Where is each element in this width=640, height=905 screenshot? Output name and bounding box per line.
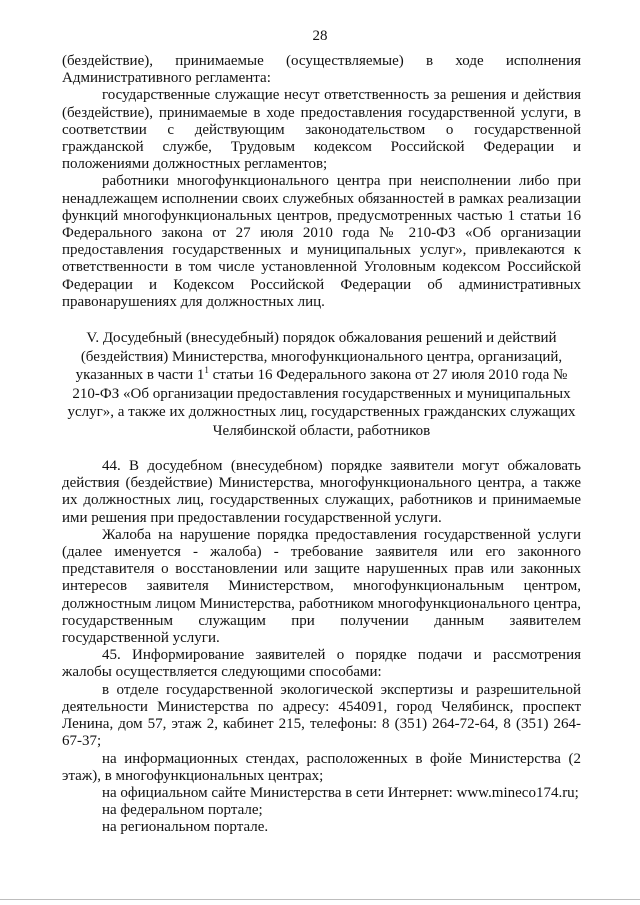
list-item-federal-portal: на федеральном портале; — [102, 802, 263, 819]
section-heading — [62, 329, 581, 440]
section-heading-superscript: 1 — [204, 365, 209, 376]
paragraph-44: 44. В досудебном (внесудебном) порядке заявители могут обжаловать действия (бездействие) Министерства, многофункционального центра, а также их должностных лиц, государственных служащих, работников и принимаемые ими решения при предоставлении государственной услуги. — [62, 458, 581, 526]
paragraph-civil-servants-responsibility: государственные служащие несут ответственность за решения и действия (бездействие), принимаемые в ходе предоставления государственной услуги, в соответствии с действующим законодательством о государственной гражданской службе, Трудовым кодексом Российской Федерации и положениями должностных регламентов; — [62, 87, 581, 173]
list-item-department-address: в отделе государственной экологической экспертизы и разрешительной деятельности Министерства по адресу: 454091, город Челябинск, проспект Ленина, дом 57, этаж 2, кабинет 215, телефоны: 8 (351) 264-72-64, 8 (351) 264-67-37; — [62, 681, 581, 750]
section-heading-part-1: V. Досудебный (внесудебный) порядок обжалования решений и действий (бездействия) Министерства, многофункционального центра, организаций, указанных в части 1 — [75, 330, 563, 384]
list-item-official-website: на официальном сайте Министерства в сети Интернет: www.mineco174.ru; — [102, 784, 579, 801]
paragraph-continuation: (бездействие), принимаемые (осуществляемые) в ходе исполнения Административного регламента: — [62, 53, 581, 87]
page-bottom-edge — [0, 899, 640, 900]
list-item-info-stands: на информационных стендах, расположенных в фойе Министерства (2 этаж), в многофункциональных центрах; — [62, 750, 581, 784]
paragraph-45: 45. Информирование заявителей о порядке подачи и рассмотрения жалобы осуществляется следующими способами: — [62, 647, 581, 681]
section-heading-part-2: статьи 16 Федерального закона от 27 июля 2010 года № 210-ФЗ «Об организации предоставления государственных и муниципальных услуг», а также их должностных лиц, государственных гражданских служащих Челябинской области, работников — [67, 367, 576, 439]
document-body — [62, 53, 581, 837]
page-number: 28 — [312, 28, 328, 44]
paragraph-complaint-definition: Жалоба на нарушение порядка предоставления государственной услуги (далее именуется - жалоба) - требование заявителя или его законного представителя о восстановлении или защите нарушенных прав или законных интересов заявителя Министерством, многофункциональным центром, должностным лицом Министерства, работником многофункционального центра, государственным служащим при получении данным заявителем государственной услуги. — [62, 526, 581, 647]
paragraph-mfc-workers-responsibility: работники многофункционального центра при неисполнении либо при ненадлежащем исполнении своих служебных обязанностей в рамках реализации функций многофункциональных центров, предусмотренных частью 1 статьи 16 Федерального закона от 27 июля 2010 года № 210-ФЗ «Об организации предоставления государственных и муниципальных услуг», привлекаются к ответственности в том числе установленной Уголовным кодексом Российской Федерации и Кодексом Российской Федерации об административных правонарушениях для должностных лиц. — [62, 173, 581, 310]
list-item-regional-portal: на региональном портале. — [102, 819, 269, 836]
